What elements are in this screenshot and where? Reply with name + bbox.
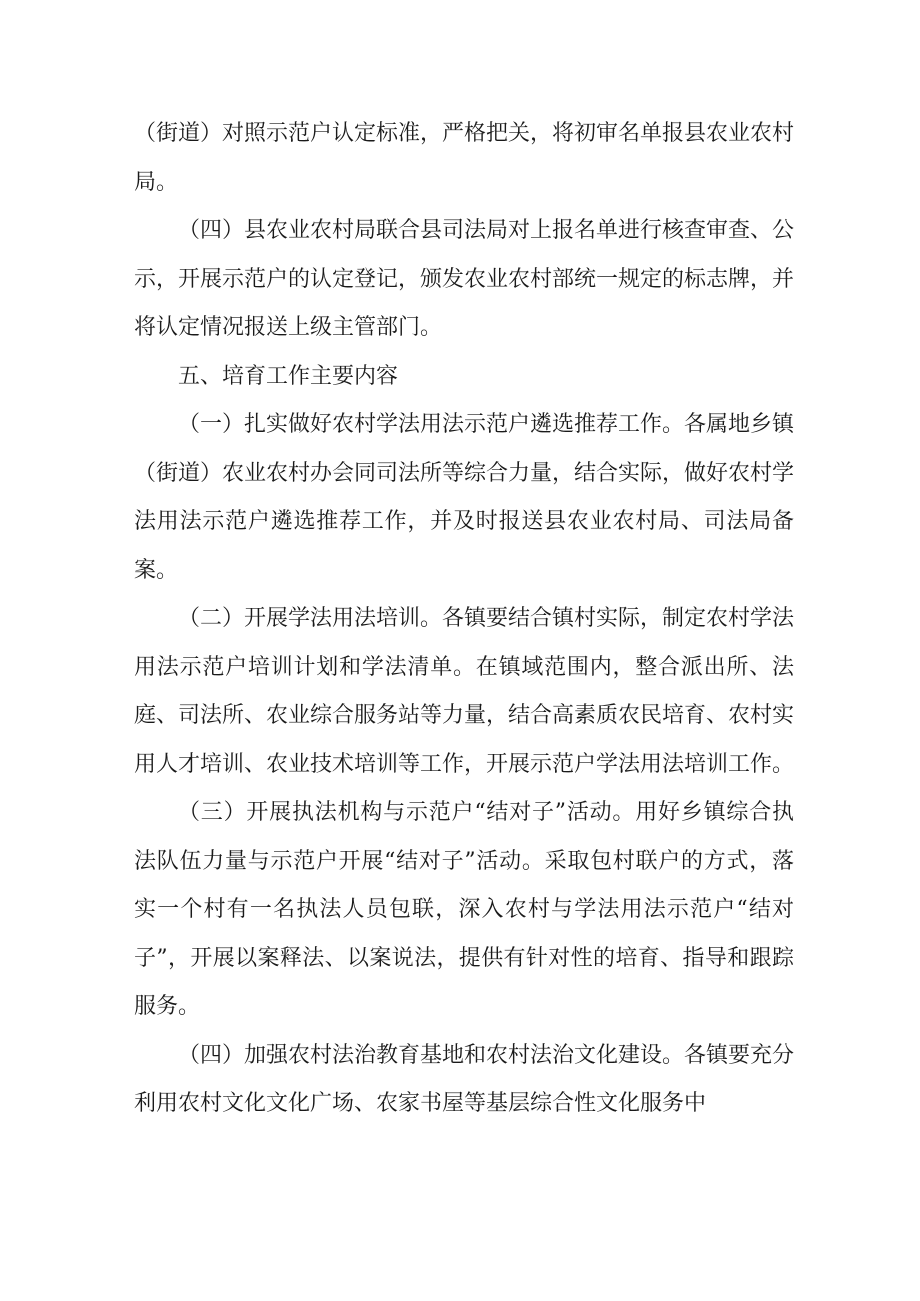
paragraph-item-4-education-base: （四）加强农村法治教育基地和农村法治文化建设。各镇要充分利用农村文化文化广场、农家书屋等基层综合性文化服务中 (134, 1042, 795, 1116)
paragraph-item-2-training: （二）开展学法用法培训。各镇要结合镇村实际，制定农村学法用法示范户培训计划和学法清单。在镇域范围内，整合派出所、法庭、司法所、农业综合服务站等力量，结合高素质农民培育、农村实用人才培训、农业技术培训等工作，开展示范户学法用法培训工作。 (134, 606, 795, 777)
document-body (134, 110, 794, 1129)
paragraph-item-4-review: （四）县农业农村局联合县司法局对上报名单进行核查审查、公示，开展示范户的认定登记，颁发农业农村部统一规定的标志牌，并将认定情况报送上级主管部门。 (134, 218, 795, 340)
section-heading-5: 五、培育工作主要内容 (178, 363, 399, 389)
paragraph-item-3-pairing: （三）开展执法机构与示范户“结对子”活动。用好乡镇综合执法队伍力量与示范户开展“结对子”活动。采取包村联户的方式，落实一个村有一名执法人员包联，深入农村与学法用法示范户“结对子”，开展以案释法、以案说法，提供有针对性的培育、指导和跟踪服务。 (134, 800, 794, 1019)
paragraph-item-1-selection: （一）扎实做好农村学法用法示范户遴选推荐工作。各属地乡镇（街道）农业农村办会同司法所等综合力量，结合实际，做好农村学法用法示范户遴选推荐工作，并及时报送县农业农村局、司法局备案。 (134, 412, 795, 583)
paragraph-continuation: （街道）对照示范户认定标准，严格把关，将初审名单报县农业农村局。 (134, 121, 795, 195)
